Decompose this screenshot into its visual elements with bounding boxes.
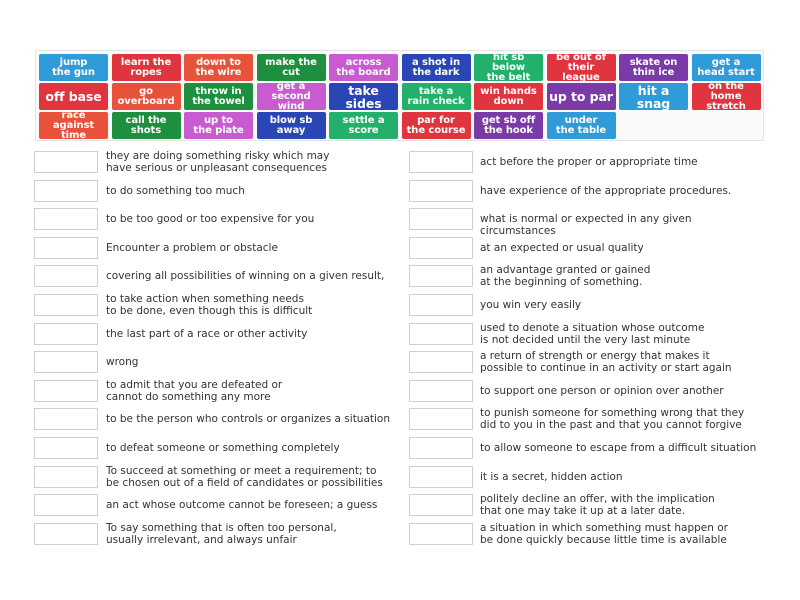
answer-tile[interactable]: across the board — [329, 54, 398, 81]
answer-drop-box[interactable] — [409, 494, 473, 516]
definition-text: to punish someone for something wrong that they did to you in the past and that you cannot forgive — [480, 407, 745, 432]
answer-drop-box[interactable] — [409, 380, 473, 402]
answer-drop-box[interactable] — [34, 265, 98, 287]
definition-text: wrong — [106, 356, 139, 369]
definition-text: it is a secret, hidden action — [480, 470, 623, 483]
answer-drop-box[interactable] — [409, 523, 473, 545]
answer-tile[interactable]: jump the gun — [39, 54, 108, 81]
definition-text: To say something that is often too personal, usually irrelevant, and always unfair — [106, 521, 337, 546]
answer-tile[interactable]: skate on thin ice — [619, 54, 688, 81]
definition-text: at an expected or usual quality — [480, 241, 644, 254]
answer-drop-box[interactable] — [409, 437, 473, 459]
definition-text: to admit that you are defeated or cannot do something any more — [106, 378, 283, 403]
definition-text: you win very easily — [480, 299, 582, 311]
answer-drop-box[interactable] — [34, 237, 98, 259]
answer-drop-box[interactable] — [34, 180, 98, 202]
answer-drop-box[interactable] — [409, 237, 473, 259]
answer-tile[interactable]: on the home stretch — [692, 83, 761, 110]
answer-tile[interactable]: race against time — [39, 112, 108, 139]
answer-drop-box[interactable] — [409, 265, 473, 287]
answer-drop-box[interactable] — [34, 408, 98, 430]
answer-drop-box[interactable] — [409, 180, 473, 202]
answer-tile[interactable]: throw in the towel — [184, 83, 253, 110]
definition-text: a return of strength or energy that makes it possible to continue in an activity or start again — [480, 350, 732, 375]
answer-tile[interactable]: take a rain check — [402, 83, 471, 110]
answer-drop-box[interactable] — [34, 294, 98, 316]
definition-text: to be too good or too expensive for you — [106, 213, 315, 226]
definition-text: an advantage granted or gained at the beginning of something. — [480, 264, 651, 289]
answer-tile-bank — [35, 50, 764, 141]
answer-tile[interactable]: get a second wind — [257, 83, 326, 110]
answer-drop-box[interactable] — [34, 208, 98, 230]
answer-tile[interactable]: hit a snag — [619, 83, 688, 110]
answer-tile[interactable]: take sides — [329, 83, 398, 110]
answer-tile[interactable]: up to par — [547, 83, 616, 110]
answer-drop-box[interactable] — [34, 466, 98, 488]
definition-text: act before the proper or appropriate time — [480, 156, 698, 168]
definition-text: to take action when something needs to be done, even though this is difficult — [106, 293, 313, 317]
answer-tile[interactable]: blow sb away — [257, 112, 326, 139]
answer-tile[interactable]: get sb off the hook — [474, 112, 543, 139]
answer-drop-box[interactable] — [34, 523, 98, 545]
definition-text: to support one person or opinion over another — [480, 384, 724, 397]
definition-text: to be the person who controls or organizes a situation — [106, 413, 391, 426]
definition-text: To succeed at something or meet a requirement; to be chosen out of a field of candidates or possibilities — [106, 464, 383, 489]
answer-drop-box[interactable] — [409, 294, 473, 316]
answer-drop-box[interactable] — [409, 208, 473, 230]
answer-drop-box[interactable] — [34, 437, 98, 459]
answer-drop-box[interactable] — [34, 323, 98, 345]
answer-drop-box[interactable] — [409, 466, 473, 488]
answer-tile[interactable]: call the shots — [112, 112, 181, 139]
answer-tile[interactable]: learn the ropes — [112, 54, 181, 81]
definition-text: covering all possibilities of winning on a given result, — [106, 270, 385, 283]
definition-text: an act whose outcome cannot be foreseen; a guess — [106, 499, 378, 512]
answer-drop-box[interactable] — [34, 380, 98, 402]
definition-text: what is normal or expected in any given circumstances — [480, 213, 692, 238]
definition-text: Encounter a problem or obstacle — [106, 241, 278, 254]
answer-tile[interactable]: make the cut — [257, 54, 326, 81]
answer-drop-box[interactable] — [409, 351, 473, 373]
answer-tile[interactable]: settle a score — [329, 112, 398, 139]
answer-tile[interactable]: up to the plate — [184, 112, 253, 139]
answer-tile[interactable]: a shot in the dark — [402, 54, 471, 81]
answer-tile[interactable]: be out of their league — [547, 54, 616, 81]
definition-text: to allow someone to escape from a difficult situation — [480, 442, 757, 454]
answer-tile[interactable]: get a head start — [692, 54, 761, 81]
definition-text: a situation in which something must happen or be done quickly because little time is available — [480, 521, 729, 546]
answer-tile[interactable]: under the table — [547, 112, 616, 139]
answer-drop-box[interactable] — [34, 151, 98, 173]
definition-text: to do something too much — [106, 184, 245, 197]
answer-tile[interactable]: win hands down — [474, 83, 543, 110]
definition-text: the last part of a race or other activity — [106, 327, 308, 340]
answer-drop-box[interactable] — [409, 408, 473, 430]
answer-tile[interactable]: down to the wire — [184, 54, 253, 81]
answer-tile[interactable]: go overboard — [112, 83, 181, 110]
definition-text: politely decline an offer, with the implication that one may take it up at a later date. — [480, 493, 715, 518]
answer-drop-box[interactable] — [409, 323, 473, 345]
answer-tile[interactable]: hit sb below the belt — [474, 54, 543, 81]
definition-text: to defeat someone or something completely — [106, 442, 340, 454]
definition-text: they are doing something risky which may have serious or unpleasant consequences — [106, 150, 330, 174]
answer-tile[interactable]: off base — [39, 83, 108, 110]
answer-drop-box[interactable] — [409, 151, 473, 173]
answer-drop-box[interactable] — [34, 494, 98, 516]
answer-tile[interactable]: par for the course — [402, 112, 471, 139]
definition-text: have experience of the appropriate procedures. — [480, 184, 732, 197]
definition-text: used to denote a situation whose outcome is not decided until the very last minute — [480, 321, 705, 346]
answer-drop-box[interactable] — [34, 351, 98, 373]
